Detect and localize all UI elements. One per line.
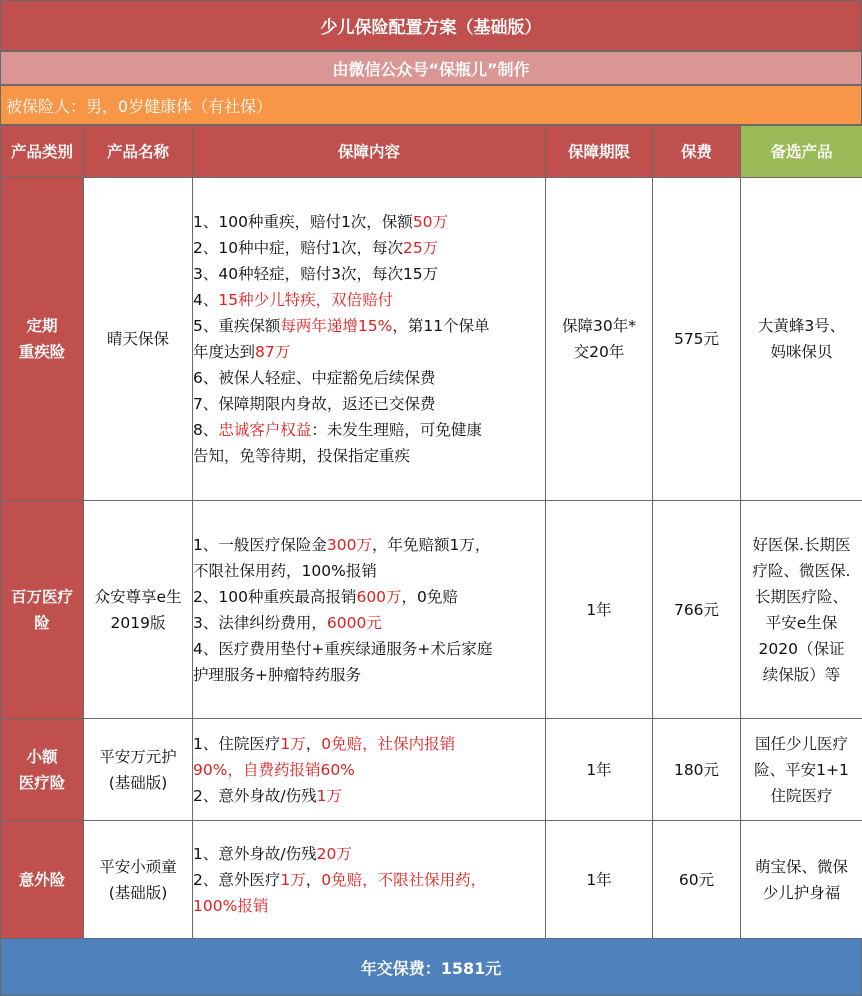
table-row [1,719,862,821]
coverage-highlight: 50万 [412,213,449,231]
product-name-line: 平安万元护 [99,747,177,766]
coverage-line [193,365,545,391]
header-term: 保障期限 [546,126,653,178]
product-category-line: 险 [34,613,50,632]
coverage-line [193,339,545,365]
coverage-text: ，第11个保单 [392,317,490,335]
coverage-highlight: 0免赔，不限社保用药， [321,870,487,889]
coverage-term [546,719,653,821]
coverage-line [193,584,545,610]
insured-info: 被保险人：男，0岁健康体（有社保） [0,85,862,125]
coverage-highlight: 6000元 [326,613,382,632]
coverage-highlight: 600万 [356,587,402,606]
coverage-content [193,178,546,501]
alternative-products-line: 长期医疗险、 [754,587,848,606]
product-name [84,719,193,821]
coverage-highlight: 15种少儿特疾，双倍赔付 [218,291,394,309]
table-row [1,821,862,939]
coverage-text: 不限社保用药，100%报销 [193,561,377,580]
coverage-text: 1、100种重疾，赔付1次，保额 [193,213,413,231]
table-row [1,501,862,719]
coverage-line [193,313,545,339]
coverage-term-line: 1年 [586,600,612,619]
coverage-line [193,261,545,287]
alternative-products-line: 大黄蜂3号、 [757,317,846,335]
coverage-highlight: 90%，自费药报销60% [193,760,355,779]
coverage-text: 2、意外身故/伤残 [193,786,317,805]
product-category-line: 医疗险 [18,773,66,792]
coverage-line [193,893,545,919]
coverage-line [193,532,545,558]
sheet-subtitle: 由微信公众号“保瓶儿”制作 [0,51,862,85]
coverage-text: 8、 [193,421,219,439]
header-alternatives: 备选产品 [741,126,862,178]
plan-table [0,125,862,939]
coverage-text: 告知，免等待期，投保指定重疾 [193,447,411,465]
product-category-line: 百万医疗 [10,587,73,606]
coverage-highlight: 20万 [316,844,352,863]
coverage-line [193,610,545,636]
coverage-term-line: 保障30年* [562,317,636,335]
coverage-text: 1、住院医疗 [193,734,281,753]
product-name-line: 众安尊享e生 [94,587,182,606]
product-name [84,821,193,939]
alternative-products-line: 平安e生保 [765,613,838,632]
coverage-line [193,417,545,443]
coverage-highlight: 每两年递增15% [280,317,393,335]
product-name [84,501,193,719]
product-category-line: 意外险 [18,870,66,889]
alternative-products-line: 2020（保证 [758,639,845,658]
header-fee: 保费 [653,126,741,178]
product-name-line: (基础版) [108,883,168,902]
product-category [1,501,84,719]
coverage-text: ，0免赔 [401,587,458,606]
product-name-line: 平安小顽童 [99,857,177,876]
annual-premium-total: 年交保费：1581元 [0,938,862,996]
coverage-text: ， [305,734,322,753]
header-category: 产品类别 [1,126,84,178]
alternative-products [741,719,862,821]
alternative-products-line: 国任少儿医疗 [754,734,848,753]
alternative-products [741,821,862,939]
product-category-line: 重疾险 [18,343,66,361]
coverage-content [193,821,546,939]
coverage-highlight: 1万 [280,870,306,889]
coverage-text: 1、一般医疗保险金 [193,535,327,554]
alternative-products-line: 险、平安1+1 [754,760,849,779]
coverage-term-line: 交20年 [573,343,625,361]
alternative-products [741,501,862,719]
product-category-line: 定期 [26,317,58,335]
alternative-products-line: 住院医疗 [770,786,833,805]
coverage-line [193,731,545,757]
premium-fee: 766元 [653,501,741,719]
alternative-products-line: 好医保.长期医 [752,535,851,554]
coverage-highlight: 0免赔，社保内报销 [321,734,456,753]
product-category [1,719,84,821]
coverage-highlight: 1万 [316,786,342,805]
coverage-text: ：未发生理赔，可免健康 [311,421,482,439]
premium-fee: 180元 [653,719,741,821]
product-category-line: 小额 [26,747,58,766]
coverage-line [193,391,545,417]
product-name-line: (基础版) [108,773,168,792]
sheet-title: 少儿保险配置方案（基础版） [0,0,862,51]
coverage-text: 4、 [193,291,219,309]
product-category [1,821,84,939]
coverage-term [546,821,653,939]
coverage-text: ， [305,870,322,889]
coverage-text: 2、10种中症，赔付1次，每次 [193,239,403,257]
coverage-line [193,841,545,867]
coverage-line [193,443,545,469]
table-row [1,178,862,501]
coverage-term [546,501,653,719]
header-content: 保障内容 [193,126,546,178]
product-category [1,178,84,501]
coverage-text: 6、被保人轻症、中症豁免后续保费 [193,369,436,387]
table-header-row [1,126,862,178]
alternative-products-line: 少儿护身福 [762,883,841,902]
alternative-products-line: 妈咪保贝 [770,343,833,361]
coverage-text: 7、保障期限内身故，返还已交保费 [193,395,436,413]
coverage-line [193,757,545,783]
coverage-content [193,719,546,821]
coverage-text: 1、意外身故/伤残 [193,844,317,863]
coverage-line [193,209,545,235]
alternative-products-line: 续保版）等 [762,665,841,684]
coverage-line [193,558,545,584]
premium-fee: 60元 [653,821,741,939]
coverage-line [193,867,545,893]
coverage-content [193,501,546,719]
coverage-line [193,235,545,261]
coverage-text: 3、法律纠纷费用， [193,613,327,632]
coverage-highlight: 87万 [255,343,291,361]
coverage-text: 护理服务+肿瘤特药服务 [193,665,361,684]
coverage-term-line: 1年 [586,870,612,889]
coverage-term [546,178,653,501]
coverage-text: 2、意外医疗 [193,870,281,889]
coverage-text: 3、40种轻症，赔付3次，每次15万 [193,265,439,283]
coverage-text: 5、重疾保额 [193,317,281,335]
product-name-line: 晴天保保 [106,330,169,348]
coverage-line [193,783,545,809]
coverage-text: 4、医疗费用垫付+重疾绿通服务+术后家庭 [193,639,493,658]
coverage-text: 2、100种重疾最高报销 [193,587,357,606]
coverage-highlight: 100%报销 [193,896,269,915]
product-name [84,178,193,501]
coverage-text: ，年免赔额1万， [371,535,491,554]
coverage-line [193,287,545,313]
coverage-text: 年度达到 [193,343,256,361]
coverage-highlight: 1万 [280,734,306,753]
alternative-products-line: 萌宝保、微保 [754,857,848,876]
coverage-term-line: 1年 [586,760,612,779]
coverage-line [193,636,545,662]
coverage-line [193,662,545,688]
coverage-highlight: 25万 [402,239,439,257]
alternative-products [741,178,862,501]
coverage-highlight: 300万 [326,535,372,554]
header-name: 产品名称 [84,126,193,178]
premium-fee: 575元 [653,178,741,501]
product-name-line: 2019版 [110,613,166,632]
alternative-products-line: 疗险、微医保. [752,561,851,580]
coverage-highlight: 忠诚客户权益 [218,421,312,439]
